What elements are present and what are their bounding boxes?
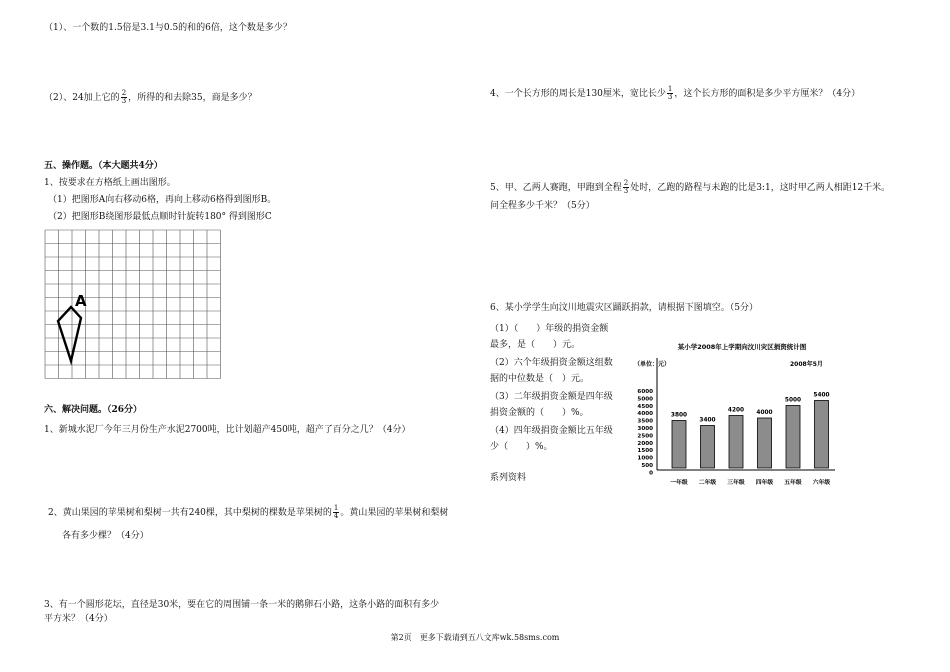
category-label: 二年级 [698, 480, 717, 486]
fill-3a: （3）二年级捐资金额是四年级 [490, 392, 613, 402]
problem-3-line-1: 3、有一个圆形花坛，直径是30米，要在它的周围铺一条一米的鹅卵石小路，这条小路的面积有多少 [44, 600, 440, 610]
section-5-title: 五、操作题。（本大题共4分） [44, 161, 163, 171]
question-4-prefix: 4、一个长方形的周长是130厘米，宽比长少 [490, 89, 666, 99]
bar-value-label: 3800 [670, 412, 688, 419]
y-tick-label: 2000 [637, 440, 653, 447]
fill-4b: 少（ ）%。 [490, 442, 553, 452]
question-2-prefix: （2）、24加上它的 [44, 93, 120, 103]
bar-三年级 [729, 416, 743, 469]
question-2-suffix: ，所得的和去除35，商是多少？ [128, 93, 257, 103]
y-tick-label: 5000 [637, 396, 653, 403]
fraction-2-3-b: $\frac{2}{3}$ [623, 179, 629, 195]
question-4-suffix: ，这个长方形的面积是多少平方厘米？（4分） [674, 89, 861, 99]
fraction-1-3: $\frac{1}{3}$ [667, 85, 673, 101]
question-5 [490, 180, 890, 195]
question-5-prefix: 5、甲、乙两人赛跑，甲跑到全程 [490, 183, 622, 193]
problem-2-suffix: 。黄山果园的苹果树和梨树 [340, 508, 449, 518]
section-5-line-2: （1）把图形A向右移动6格，再向上移动6格得到图形B。 [48, 195, 277, 205]
bar-四年级 [758, 418, 772, 468]
question-4 [490, 86, 860, 101]
problem-3-line-2: 平方米？（4分） [44, 614, 113, 624]
bar-五年级 [786, 406, 800, 469]
fraction-2-3: $\frac{2}{3}$ [121, 89, 127, 105]
problem-2 [48, 505, 448, 520]
bar-value-label: 5400 [813, 392, 830, 399]
bar-value-label: 4200 [727, 407, 745, 414]
fill-4a: （4）四年级捐资金额比五年级 [490, 426, 613, 436]
page-footer: 第2页 更多下载请到五八文库wk.58sms.com [390, 633, 560, 642]
fill-2a: （2）六个年级捐资金额这组数 [490, 358, 613, 368]
shape-a-kite [58, 307, 81, 361]
chart-unit-label: （单位：元） [634, 361, 671, 368]
category-label: 一年级 [670, 480, 688, 486]
bar-六年级 [815, 401, 829, 469]
fill-3b: 捐资金额的（ ）%。 [490, 408, 589, 418]
fill-1a: （1）（ ）年级的捐资金额 [490, 324, 609, 334]
question-2 [44, 90, 257, 105]
y-tick-label: 4000 [637, 411, 653, 418]
bar-value-label: 5000 [784, 397, 802, 404]
fill-2b: 据的中位数是（ ）元。 [490, 374, 590, 384]
problem-2-prefix: 2、黄山果园的苹果树和梨树一共有240棵，其中梨树的棵数是苹果树的 [48, 508, 332, 518]
category-label: 三年级 [727, 480, 745, 486]
bar-value-label: 4000 [756, 410, 773, 416]
y-tick-label: 1500 [637, 448, 653, 455]
y-tick-label: 0 [649, 470, 653, 477]
shape-a-label: A [75, 292, 87, 310]
category-label: 四年级 [755, 480, 774, 486]
section-5-line-1: 1、按要求在方格纸上画出图形。 [44, 178, 176, 188]
category-label: 六年级 [812, 480, 831, 486]
y-tick-label: 500 [641, 463, 653, 469]
y-tick-label: 3000 [637, 426, 653, 432]
y-tick-label: 6000 [637, 389, 653, 395]
donation-bar-chart [632, 338, 844, 488]
category-label: 五年级 [784, 480, 802, 486]
y-tick-label: 1000 [637, 455, 653, 462]
question-1: （1）、一个数的1.5倍是3.1与0.5的和的6倍，这个数是多少？ [44, 23, 292, 33]
question-6: 6、某小学学生向汶川地震灾区踊跃捐款，请根据下图填空。（5分） [490, 303, 758, 313]
bar-二年级 [701, 426, 715, 469]
chart-date-label: 2008年5月 [790, 361, 823, 368]
question-5-suffix: 处时，乙跑的路程与未跑的比是3:1，这时甲乙两人相距12千米。 [630, 183, 891, 193]
problem-1: 1、新城水泥厂今年三月份生产水泥2700吨，比计划超产450吨，超产了百分之几？（4分） [44, 425, 411, 435]
grid-paper[interactable] [44, 229, 226, 381]
section-5-line-3: （2）把图形B绕图形最低点顺时针旋转180° 得到图形C [48, 212, 272, 222]
bar-一年级 [672, 421, 686, 469]
section-6-title: 六、解决问题。（26分） [44, 405, 143, 415]
fill-1b: 最多，是（ ）元。 [490, 340, 581, 350]
bar-value-label: 3400 [699, 417, 716, 424]
question-5-line-2: 问全程多少千米？（5分） [490, 201, 595, 211]
problem-2-line-2: 各有多少棵？（4分） [62, 531, 149, 541]
y-tick-label: 4500 [637, 403, 653, 410]
fraction-1-4: $\frac{1}{4}$ [333, 504, 339, 520]
y-tick-label: 3500 [637, 418, 653, 425]
series-note: 系列资料 [490, 473, 527, 483]
chart-title: 某小学2008年上学期向汶川灾区捐资统计图 [677, 343, 807, 351]
y-tick-label: 2500 [637, 433, 653, 440]
